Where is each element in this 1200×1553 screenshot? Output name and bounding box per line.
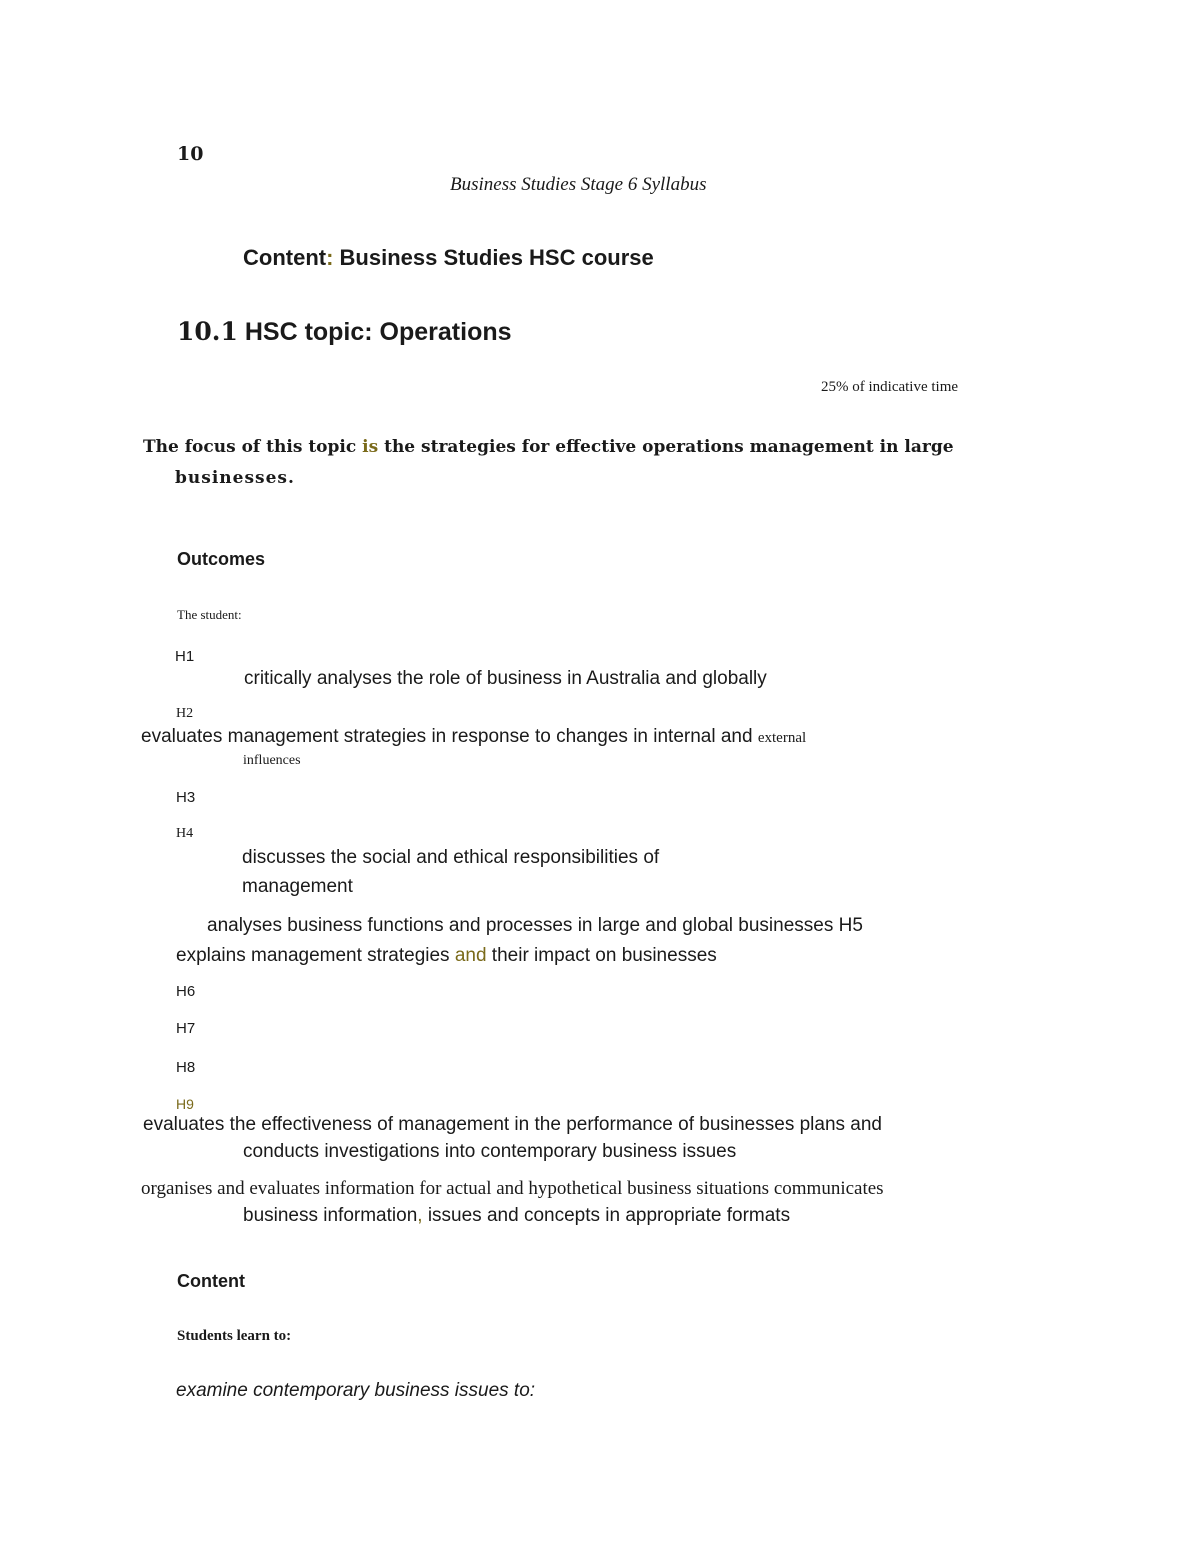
outcome-code-h1: H1 [175, 648, 195, 665]
outcome-code-h8: H8 [176, 1059, 196, 1076]
outcomes-heading: Outcomes [177, 549, 266, 569]
topic-title: HSC topic: Operations [237, 318, 512, 346]
outcome-code-h3: H3 [176, 789, 196, 806]
outcome-h2-text-a: evaluates management strategies in response to changes in internal and [141, 726, 753, 747]
outcome-h6-line [176, 945, 717, 967]
outcome-h5-line: analyses business functions and processes in large and global businesses H5 [207, 915, 863, 936]
content-heading-prefix: Content [243, 245, 327, 270]
outcome-h8-line-b1: business information [243, 1205, 418, 1226]
running-title: Business Studies Stage 6 Syllabus [450, 174, 707, 195]
topic-number: 10.1 [177, 317, 238, 346]
indicative-time: 25% of indicative time [821, 379, 959, 395]
outcome-h6-line-a: explains management strategies [176, 945, 455, 966]
outcome-code-h9: H9 [176, 1096, 194, 1112]
outcome-h6-line-b: their impact on businesses [486, 945, 717, 966]
content-heading-colon: : [326, 245, 334, 270]
outcome-h2-text-c: influences [243, 753, 301, 768]
content-heading-rest: Business Studies HSC course [333, 245, 654, 270]
outcome-h8-line-comma: , [417, 1205, 423, 1226]
focus-is-word: is [362, 437, 379, 457]
outcome-h4-text-a: discusses the social and ethical responsibilities of [242, 847, 660, 868]
topic-heading [177, 317, 512, 347]
focus-part-2: the strategies for effective operations management in large [378, 437, 954, 457]
outcome-code-h6: H6 [176, 983, 196, 1000]
outcome-h7-line-a: evaluates the effectiveness of management in the performance of businesses plans and [143, 1114, 882, 1135]
outcome-code-h2: H2 [176, 706, 194, 721]
outcome-code-h7: H7 [176, 1020, 196, 1037]
outcome-h4-text-b: management [242, 876, 353, 897]
outcomes-intro: The student: [177, 607, 242, 622]
focus-part-1: The focus of this topic [143, 437, 363, 457]
outcome-h2-text-b: external [757, 730, 807, 746]
outcome-h1-text: critically analyses the role of business in Australia and globally [244, 668, 767, 689]
students-learn-label: Students learn to: [177, 1328, 292, 1344]
focus-line-2: businesses. [175, 468, 295, 488]
outcome-h8-line-a: organises and evaluates information for actual and hypothetical business situations communicates [141, 1178, 884, 1199]
outcome-code-h4: H4 [176, 826, 194, 841]
focus-line-1 [143, 437, 954, 457]
content-section-heading: Content [177, 1271, 245, 1291]
outcome-h8-line-b2: issues and concepts in appropriate formats [422, 1205, 791, 1226]
content-first-item: examine contemporary business issues to: [176, 1380, 536, 1401]
outcome-h6-line-and: and [454, 945, 487, 966]
outcome-h8-line-b [243, 1205, 790, 1227]
outcome-h7-line-b: conducts investigations into contemporary business issues [243, 1141, 737, 1162]
content-heading [243, 245, 654, 271]
page-number: 10 [177, 143, 204, 165]
outcome-h2-text [141, 726, 806, 748]
